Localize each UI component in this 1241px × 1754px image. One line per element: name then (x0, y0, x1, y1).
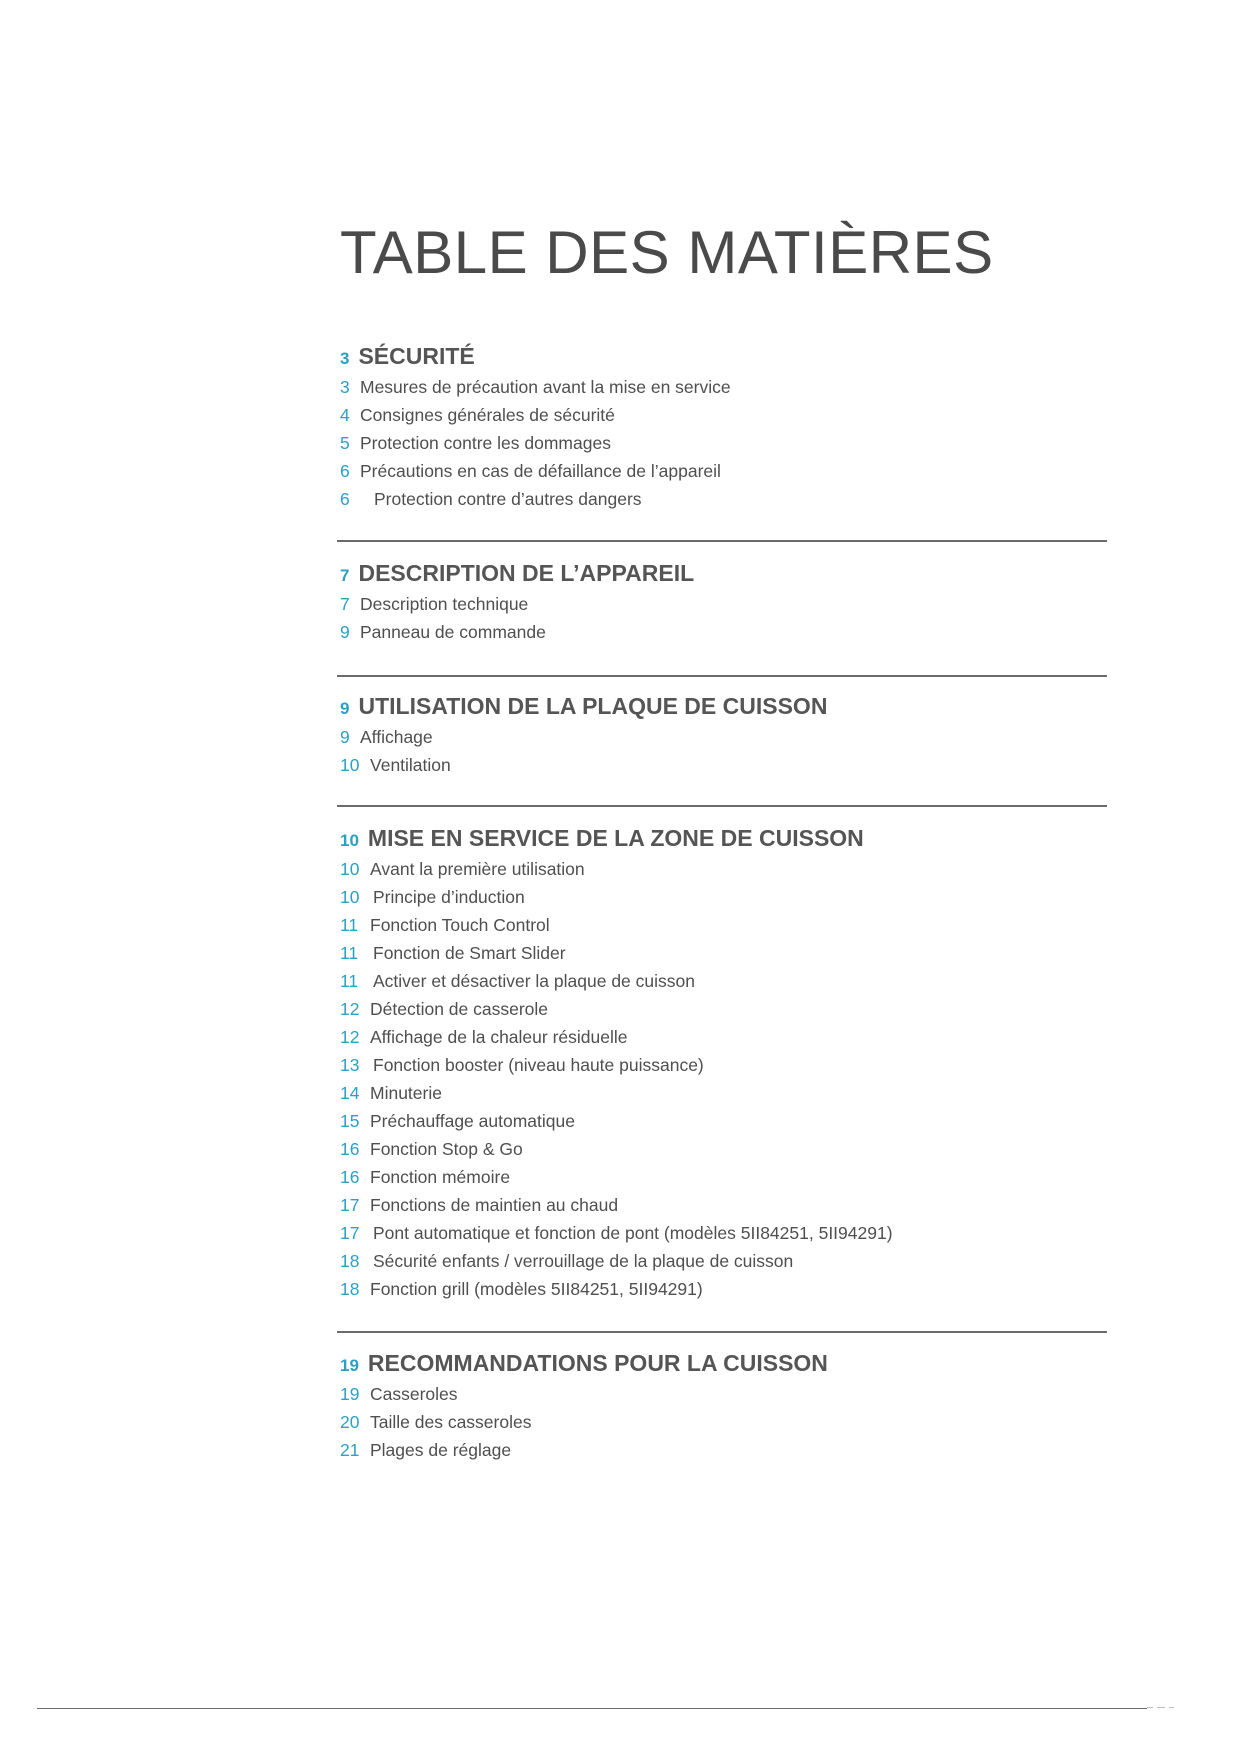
entry-page-number: 20 (340, 1412, 360, 1432)
entry-page-number: 17 (340, 1223, 360, 1243)
toc-entry[interactable] (340, 377, 1100, 405)
entry-title: Fonction Touch Control (370, 915, 550, 935)
entry-page-number: 6 (340, 461, 350, 481)
entry-page-number: 4 (340, 405, 350, 425)
entry-title: Minuterie (370, 1083, 442, 1103)
entry-title: Plages de réglage (370, 1440, 512, 1460)
toc-entry[interactable] (340, 915, 1100, 943)
toc-entry[interactable] (340, 1223, 1100, 1251)
section-heading[interactable] (340, 1350, 1100, 1384)
entry-title: Protection contre d’autres dangers (374, 489, 642, 509)
section-title: DESCRIPTION DE L’APPAREIL (358, 560, 695, 586)
entry-page-number: 9 (340, 727, 350, 747)
section-divider (337, 1331, 1107, 1333)
entry-page-number: 18 (340, 1279, 360, 1299)
toc-section-recommandations (340, 1350, 1100, 1468)
entry-page-number: 3 (340, 377, 350, 397)
entry-page-number: 9 (340, 622, 350, 642)
toc-entry[interactable] (340, 755, 1100, 783)
entry-title: Préchauffage automatique (370, 1111, 575, 1131)
toc-entry[interactable] (340, 405, 1100, 433)
toc-section-description (340, 560, 1100, 650)
entry-title: Précautions en cas de défaillance de l’appareil (360, 461, 721, 481)
toc-entry[interactable] (340, 887, 1100, 915)
section-page-number: 10 (340, 831, 359, 850)
entry-page-number: 16 (340, 1167, 360, 1187)
section-title: RECOMMANDATIONS POUR LA CUISSON (367, 1350, 828, 1376)
section-heading[interactable] (340, 825, 1100, 859)
toc-section-utilisation (340, 693, 1100, 783)
entry-title: Pont automatique et fonction de pont (modèles 5II84251, 5II94291) (373, 1223, 893, 1243)
section-page-number: 9 (340, 699, 350, 718)
toc-entry[interactable] (340, 943, 1100, 971)
entry-page-number: 11 (340, 915, 359, 935)
toc-entry[interactable] (340, 1083, 1100, 1111)
toc-entry[interactable] (340, 1139, 1100, 1167)
section-divider (337, 675, 1107, 677)
section-heading[interactable] (340, 693, 1100, 727)
entry-title: Détection de casserole (370, 999, 549, 1019)
section-title: UTILISATION DE LA PLAQUE DE CUISSON (358, 693, 828, 719)
entry-title: Casseroles (370, 1384, 458, 1404)
toc-entry[interactable] (340, 1055, 1100, 1083)
toc-entry[interactable] (340, 971, 1100, 999)
entry-title: Fonction Stop & Go (370, 1139, 523, 1159)
toc-entry[interactable] (340, 433, 1100, 461)
entry-page-number: 10 (340, 755, 360, 775)
toc-entry[interactable] (340, 1111, 1100, 1139)
toc-entry[interactable] (340, 461, 1100, 489)
entry-title: Fonction booster (niveau haute puissance) (373, 1055, 704, 1075)
entry-title: Description technique (360, 594, 529, 614)
entry-title: Fonction mémoire (370, 1167, 511, 1187)
entry-title: Principe d’induction (373, 887, 525, 907)
entry-title: Activer et désactiver la plaque de cuisson (373, 971, 695, 991)
entry-page-number: 21 (340, 1440, 360, 1460)
entry-page-number: 12 (340, 1027, 360, 1047)
section-divider (337, 540, 1107, 542)
toc-section-mise-en-service (340, 825, 1100, 1307)
entry-page-number: 17 (340, 1195, 360, 1215)
page-title: TABLE DES MATIÈRES (340, 219, 994, 286)
toc-entry[interactable] (340, 1027, 1100, 1055)
entry-page-number: 12 (340, 999, 360, 1019)
entry-page-number: 18 (340, 1251, 360, 1271)
entry-page-number: 6 (340, 489, 350, 509)
entry-title: Protection contre les dommages (360, 433, 611, 453)
entry-title: Panneau de commande (360, 622, 546, 642)
toc-entry[interactable] (340, 1412, 1100, 1440)
toc-entry[interactable] (340, 1167, 1100, 1195)
entry-title: Affichage (360, 727, 433, 747)
toc-entry[interactable] (340, 1440, 1100, 1468)
entry-title: Ventilation (370, 755, 451, 775)
toc-entry[interactable] (340, 622, 1100, 650)
toc-entry[interactable] (340, 859, 1100, 887)
entry-page-number: 11 (340, 943, 359, 963)
entry-page-number: 13 (340, 1055, 360, 1075)
entry-page-number: 10 (340, 887, 360, 907)
entry-page-number: 19 (340, 1384, 360, 1404)
section-page-number: 7 (340, 566, 350, 585)
toc-entry[interactable] (340, 727, 1100, 755)
section-heading[interactable] (340, 343, 1100, 377)
toc-section-securite (340, 343, 1100, 517)
entry-page-number: 10 (340, 859, 360, 879)
entry-page-number: 11 (340, 971, 359, 991)
entry-title: Taille des casseroles (370, 1412, 532, 1432)
toc-entry[interactable] (340, 1279, 1100, 1307)
entry-title: Fonctions de maintien au chaud (370, 1195, 619, 1215)
entry-title: Fonction grill (modèles 5II84251, 5II94291) (370, 1279, 703, 1299)
footer-divider (37, 1708, 1147, 1709)
toc-entry[interactable] (340, 489, 1100, 517)
section-heading[interactable] (340, 560, 1100, 594)
section-page-number: 3 (340, 349, 350, 368)
entry-title: Mesures de précaution avant la mise en service (360, 377, 731, 397)
section-title: MISE EN SERVICE DE LA ZONE DE CUISSON (367, 825, 864, 851)
entry-page-number: 14 (340, 1083, 360, 1103)
section-divider (337, 805, 1107, 807)
entry-title: Consignes générales de sécurité (360, 405, 615, 425)
toc-entry[interactable] (340, 1251, 1100, 1279)
footer-mark-icon (1145, 1700, 1185, 1714)
entry-page-number: 5 (340, 433, 350, 453)
toc-entry[interactable] (340, 999, 1100, 1027)
toc-entry[interactable] (340, 1195, 1100, 1223)
section-title: SÉCURITÉ (358, 343, 475, 369)
entry-title: Affichage de la chaleur résiduelle (370, 1027, 628, 1047)
entry-page-number: 16 (340, 1139, 360, 1159)
toc-entry[interactable] (340, 594, 1100, 622)
toc-entry[interactable] (340, 1384, 1100, 1412)
entry-title: Avant la première utilisation (370, 859, 585, 879)
section-page-number: 19 (340, 1356, 359, 1375)
entry-title: Sécurité enfants / verrouillage de la plaque de cuisson (373, 1251, 794, 1271)
entry-page-number: 15 (340, 1111, 360, 1131)
entry-page-number: 7 (340, 594, 350, 614)
entry-title: Fonction de Smart Slider (373, 943, 566, 963)
